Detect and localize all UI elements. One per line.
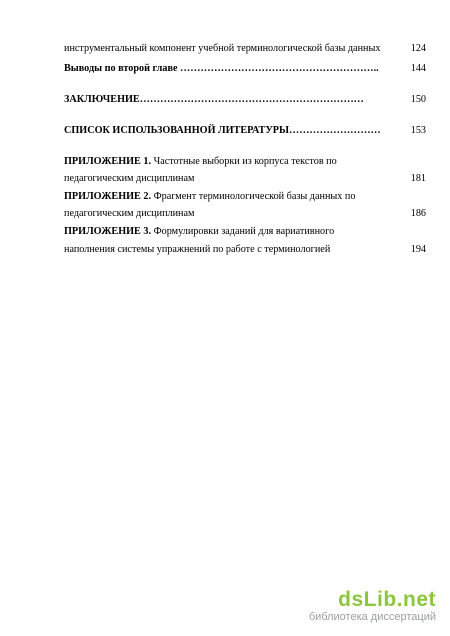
appendix-label: ПРИЛОЖЕНИЕ 1. bbox=[64, 156, 152, 167]
toc-entry-page: 194 bbox=[410, 244, 426, 255]
toc-entry-text: педагогическим дисциплинам bbox=[64, 173, 195, 184]
toc-entry-page: 186 bbox=[410, 208, 426, 219]
watermark-logo: dsLib.net bbox=[338, 588, 436, 611]
toc-entry-page: 150 bbox=[410, 94, 426, 105]
toc-entry-text: Выводы по второй главе ………………………………………………….. bbox=[64, 63, 379, 74]
toc-entry-text: СПИСОК ИСПОЛЬЗОВАННОЙ ЛИТЕРАТУРЫ……………………… bbox=[64, 125, 381, 136]
appendix-title: Фрагмент терминологической базы данных по bbox=[151, 191, 356, 202]
appendix-label: ПРИЛОЖЕНИЕ 3. bbox=[64, 226, 152, 237]
toc-entry-text: наполнения системы упражнений по работе с терминологией bbox=[64, 244, 331, 255]
toc-entry-text bbox=[64, 190, 355, 204]
toc-entry-text: ЗАКЛЮЧЕНИЕ………………………………………………………… bbox=[64, 94, 364, 105]
toc-entry-text bbox=[64, 225, 334, 239]
appendix-title: Формулировки заданий для вариативного bbox=[151, 226, 335, 237]
toc-entry-page: 144 bbox=[410, 63, 426, 74]
watermark-subtitle: библиотека диссертаций bbox=[308, 611, 436, 623]
toc-entry-text bbox=[64, 155, 337, 169]
appendix-title: Частотные выборки из корпуса текстов по bbox=[151, 156, 337, 167]
toc-entry-page: 124 bbox=[410, 43, 426, 54]
appendix-label: ПРИЛОЖЕНИЕ 2. bbox=[64, 191, 152, 202]
watermark bbox=[309, 589, 436, 624]
toc-entry-text: педагогическим дисциплинам bbox=[64, 208, 195, 219]
toc-entry-page: 181 bbox=[410, 173, 426, 184]
toc-entry-page: 153 bbox=[410, 125, 426, 136]
toc-entry-text: инструментальный компонент учебной терминологической базы данных bbox=[64, 43, 381, 54]
